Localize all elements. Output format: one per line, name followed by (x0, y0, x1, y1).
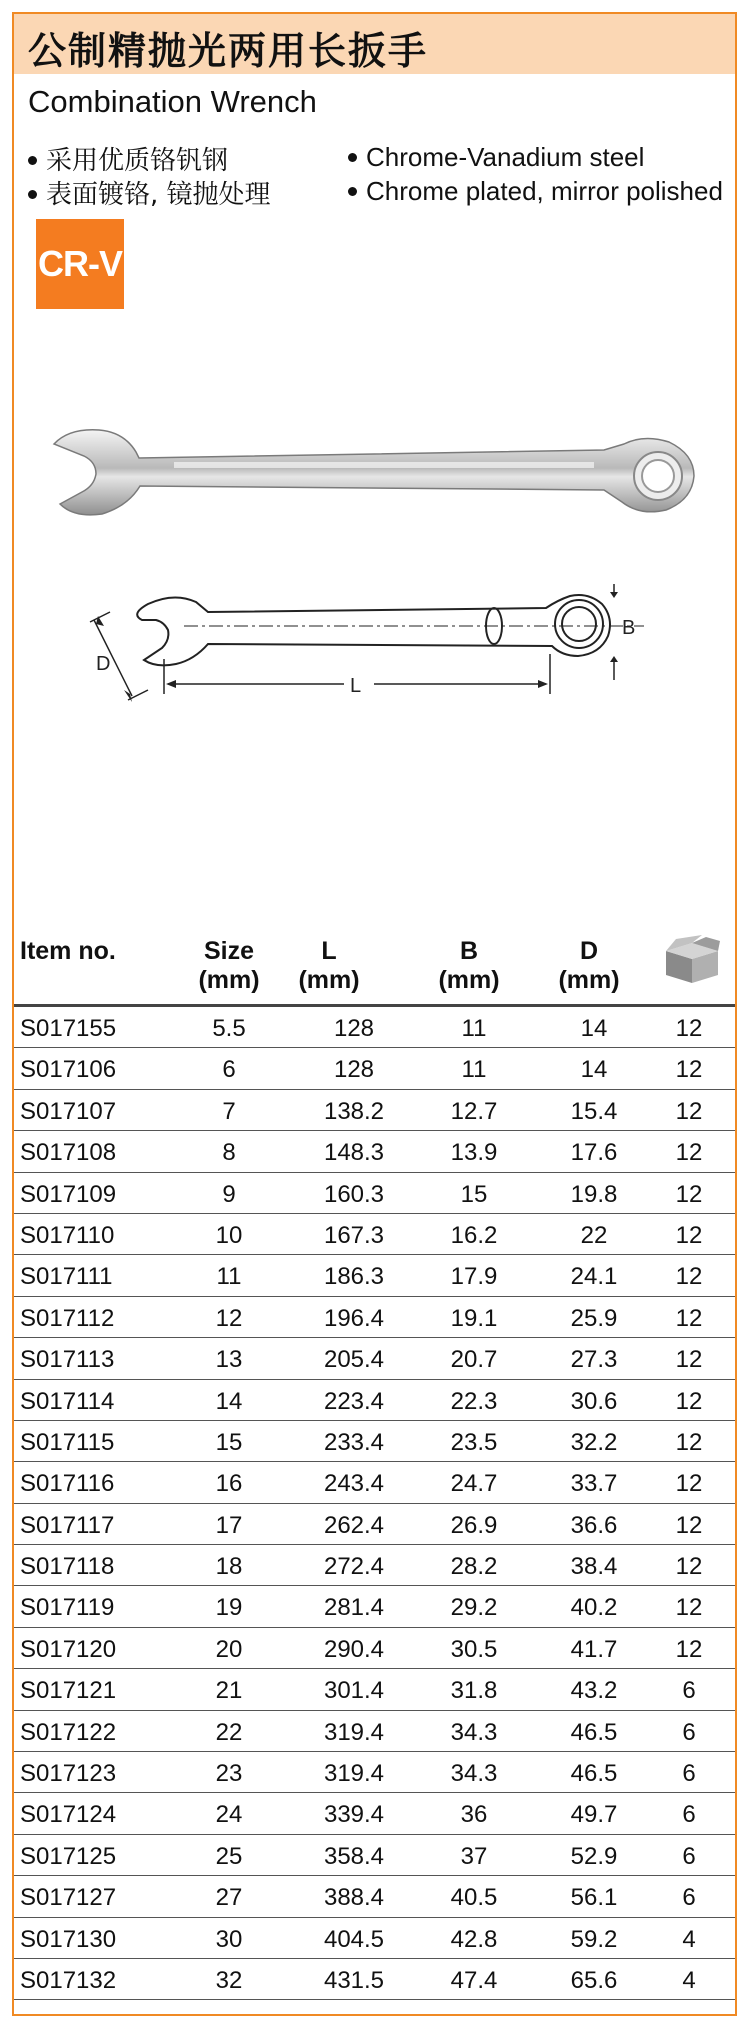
cell-l: 196.4 (323, 1304, 385, 1332)
header-l: L (mm) (298, 937, 360, 994)
cell-size: 14 (215, 1387, 243, 1415)
cell-item: S017127 (20, 1884, 117, 1912)
cell-d: 40.2 (570, 1594, 618, 1622)
cell-d: 38.4 (570, 1553, 618, 1581)
cell-item: S017121 (20, 1677, 117, 1705)
cell-b: 34.3 (450, 1760, 498, 1788)
table-row (14, 1504, 735, 1545)
title-chinese: 公制精抛光两用长扳手 (28, 29, 429, 73)
cell-qty: 12 (675, 1553, 703, 1581)
cell-l: 358.4 (323, 1842, 385, 1870)
cell-d: 41.7 (570, 1635, 618, 1663)
cell-b: 36 (460, 1801, 488, 1829)
cell-d: 36.6 (570, 1511, 618, 1539)
cell-b: 12.7 (450, 1097, 498, 1125)
cell-d: 14 (580, 1056, 608, 1084)
table-row (14, 1545, 735, 1586)
table-row (14, 1338, 735, 1379)
cell-l: 431.5 (323, 1966, 385, 1994)
cell-l: 233.4 (323, 1428, 385, 1456)
cell-d: 65.6 (570, 1966, 618, 1994)
cell-d: 59.2 (570, 1925, 618, 1953)
cell-size: 15 (215, 1428, 243, 1456)
cell-qty: 6 (682, 1718, 696, 1746)
feature-en-1: Chrome-Vanadium steel (348, 142, 644, 173)
bullet-icon (348, 187, 357, 196)
cell-d: 56.1 (570, 1884, 618, 1912)
cell-b: 13.9 (450, 1139, 498, 1167)
cell-size: 24 (215, 1801, 243, 1829)
cell-qty: 6 (682, 1842, 696, 1870)
cell-l: 262.4 (323, 1511, 385, 1539)
table-row (14, 1835, 735, 1876)
cell-l: 301.4 (323, 1677, 385, 1705)
box-icon (662, 935, 722, 985)
cell-size: 21 (215, 1677, 243, 1705)
cell-l: 281.4 (323, 1594, 385, 1622)
dimension-diagram (84, 584, 664, 754)
table-row (14, 1048, 735, 1089)
cell-b: 17.9 (450, 1263, 498, 1291)
table-row (14, 1959, 735, 2000)
cell-b: 11 (461, 1056, 487, 1084)
cell-size: 6 (222, 1056, 236, 1084)
cell-qty: 12 (675, 1594, 703, 1622)
table-row (14, 1297, 735, 1338)
cell-item: S017110 (20, 1221, 115, 1249)
cell-item: S017106 (20, 1056, 117, 1084)
feature-en-2: Chrome plated, mirror polished (348, 176, 723, 207)
cell-size: 18 (215, 1553, 243, 1581)
cell-b: 28.2 (450, 1553, 498, 1581)
cell-size: 17 (215, 1511, 243, 1539)
feature-cn-1: 采用优质铬钒钢 (28, 140, 228, 177)
cell-qty: 12 (675, 1056, 703, 1084)
cell-size: 19 (215, 1594, 243, 1622)
bullet-icon (28, 190, 37, 199)
feature-cn-2: 表面镀铬, 镜抛处理 (28, 174, 271, 211)
table-row (14, 1711, 735, 1752)
cell-item: S017155 (20, 1015, 117, 1042)
cell-item: S017109 (20, 1180, 117, 1208)
cell-qty: 12 (675, 1263, 703, 1291)
cell-item: S017108 (20, 1139, 117, 1167)
cell-d: 32.2 (570, 1428, 618, 1456)
cell-item: S017114 (20, 1387, 115, 1415)
cell-qty: 12 (675, 1097, 703, 1125)
cell-b: 22.3 (450, 1387, 498, 1415)
cell-size: 22 (215, 1718, 243, 1746)
cell-item: S017125 (20, 1842, 117, 1870)
cell-l: 272.4 (323, 1553, 385, 1581)
cell-d: 19.8 (570, 1180, 618, 1208)
cell-d: 24.1 (570, 1263, 618, 1291)
cell-l: 160.3 (323, 1180, 385, 1208)
product-card (12, 12, 737, 2016)
cell-item: S017130 (20, 1925, 117, 1953)
cell-size: 13 (215, 1346, 243, 1374)
cell-d: 17.6 (570, 1139, 618, 1167)
table-row (14, 1669, 735, 1710)
cell-b: 16.2 (450, 1221, 498, 1249)
crv-badge: CR-V (36, 219, 124, 309)
cell-size: 27 (215, 1884, 243, 1912)
cell-b: 20.7 (450, 1346, 498, 1374)
table-header (14, 919, 735, 1007)
cell-qty: 6 (682, 1884, 696, 1912)
cell-item: S017132 (20, 1966, 117, 1994)
cell-item: S017124 (20, 1801, 117, 1829)
cell-l: 138.2 (323, 1097, 385, 1125)
header-size: Size (mm) (198, 937, 260, 994)
table-row (14, 1462, 735, 1503)
table-row (14, 1752, 735, 1793)
cell-size: 11 (216, 1263, 242, 1291)
cell-l: 186.3 (323, 1263, 385, 1291)
cell-d: 22 (580, 1221, 608, 1249)
cell-l: 319.4 (323, 1718, 385, 1746)
cell-d: 14 (580, 1015, 608, 1042)
cell-qty: 6 (682, 1760, 696, 1788)
header-bar (14, 14, 735, 74)
cell-qty: 12 (675, 1346, 703, 1374)
cell-qty: 12 (675, 1511, 703, 1539)
bullet-icon (28, 156, 37, 165)
title-english: Combination Wrench (28, 84, 317, 119)
cell-b: 29.2 (450, 1594, 498, 1622)
cell-d: 15.4 (570, 1097, 618, 1125)
cell-d: 46.5 (570, 1760, 618, 1788)
header-d: D (mm) (558, 937, 620, 994)
cell-qty: 12 (675, 1015, 703, 1042)
cell-l: 167.3 (323, 1221, 385, 1249)
table-row (14, 1586, 735, 1627)
cell-size: 10 (215, 1221, 243, 1249)
cell-l: 319.4 (323, 1760, 385, 1788)
cell-item: S017113 (20, 1346, 115, 1374)
cell-b: 40.5 (450, 1884, 498, 1912)
cell-d: 49.7 (570, 1801, 618, 1829)
cell-size: 5.5 (212, 1015, 246, 1042)
cell-b: 15 (460, 1180, 488, 1208)
cell-item: S017111 (20, 1263, 113, 1291)
cell-qty: 6 (682, 1801, 696, 1829)
table-row (14, 1214, 735, 1255)
cell-d: 27.3 (570, 1346, 618, 1374)
cell-item: S017123 (20, 1760, 117, 1788)
cell-item: S017120 (20, 1635, 117, 1663)
cell-item: S017117 (20, 1511, 115, 1539)
bullet-icon (348, 153, 357, 162)
cell-b: 23.5 (450, 1428, 498, 1456)
cell-size: 25 (215, 1842, 243, 1870)
label-l: L (350, 675, 362, 697)
label-b: B (622, 617, 636, 639)
cell-l: 128 (333, 1015, 375, 1042)
cell-l: 290.4 (323, 1635, 385, 1663)
cell-item: S017119 (20, 1594, 115, 1622)
cell-d: 52.9 (570, 1842, 618, 1870)
cell-qty: 12 (675, 1304, 703, 1332)
cell-size: 9 (222, 1180, 236, 1208)
cell-qty: 12 (675, 1387, 703, 1415)
cell-size: 16 (215, 1470, 243, 1498)
table-row (14, 1918, 735, 1959)
cell-l: 128 (333, 1056, 375, 1084)
table-row (14, 1421, 735, 1462)
cell-d: 30.6 (570, 1387, 618, 1415)
cell-b: 30.5 (450, 1635, 498, 1663)
cell-d: 43.2 (570, 1677, 618, 1705)
cell-b: 37 (460, 1842, 488, 1870)
table-row (14, 1793, 735, 1834)
cell-item: S017107 (20, 1097, 117, 1125)
cell-b: 31.8 (450, 1677, 498, 1705)
cell-d: 46.5 (570, 1718, 618, 1746)
cell-size: 8 (222, 1139, 236, 1167)
cell-l: 205.4 (323, 1346, 385, 1374)
cell-qty: 12 (675, 1635, 703, 1663)
cell-size: 32 (215, 1966, 243, 1994)
wrench-photo-icon (44, 414, 704, 534)
cell-item: S017116 (20, 1470, 115, 1498)
cell-size: 23 (215, 1760, 243, 1788)
header-b: B (mm) (438, 937, 500, 994)
cell-size: 7 (222, 1097, 236, 1125)
cell-qty: 12 (675, 1221, 703, 1249)
cell-b: 26.9 (450, 1511, 498, 1539)
table-row (14, 1173, 735, 1214)
cell-item: S017118 (20, 1553, 115, 1581)
cell-qty: 12 (675, 1470, 703, 1498)
cell-size: 20 (215, 1635, 243, 1663)
table-body (14, 1007, 735, 2000)
cell-qty: 4 (682, 1925, 696, 1953)
cell-b: 19.1 (450, 1304, 498, 1332)
cell-qty: 4 (682, 1966, 696, 1994)
cell-l: 339.4 (323, 1801, 385, 1829)
cell-d: 25.9 (570, 1304, 618, 1332)
table-row (14, 1131, 735, 1172)
cell-l: 404.5 (323, 1925, 385, 1953)
table-row (14, 1380, 735, 1421)
cell-b: 11 (461, 1015, 487, 1042)
cell-size: 30 (215, 1925, 243, 1953)
label-d: D (96, 653, 111, 675)
cell-l: 243.4 (323, 1470, 385, 1498)
cell-item: S017112 (20, 1304, 115, 1332)
table-row (14, 1876, 735, 1917)
table-row (14, 1007, 735, 1048)
cell-size: 12 (215, 1304, 243, 1332)
spec-table (14, 919, 735, 2000)
cell-item: S017115 (20, 1428, 115, 1456)
cell-b: 34.3 (450, 1718, 498, 1746)
table-row (14, 1090, 735, 1131)
cell-qty: 12 (675, 1428, 703, 1456)
cell-l: 223.4 (323, 1387, 385, 1415)
cell-b: 47.4 (450, 1966, 498, 1994)
table-row (14, 1255, 735, 1296)
cell-b: 24.7 (450, 1470, 498, 1498)
cell-qty: 12 (675, 1139, 703, 1167)
cell-d: 33.7 (570, 1470, 618, 1498)
cell-item: S017122 (20, 1718, 117, 1746)
cell-qty: 12 (675, 1180, 703, 1208)
cell-b: 42.8 (450, 1925, 498, 1953)
table-row (14, 1628, 735, 1669)
cell-l: 388.4 (323, 1884, 385, 1912)
cell-l: 148.3 (323, 1139, 385, 1167)
cell-qty: 6 (682, 1677, 696, 1705)
header-item: Item no. (20, 937, 116, 965)
